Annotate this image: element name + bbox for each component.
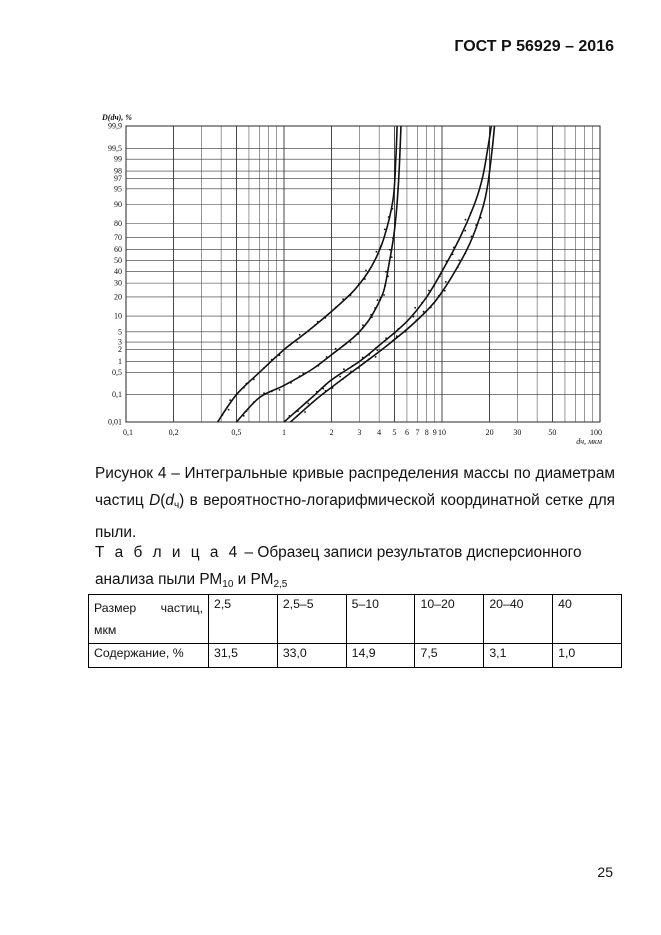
chart-svg [95, 106, 625, 452]
data-point [289, 344, 291, 346]
y-tick-label: 40 [114, 266, 122, 276]
data-point [296, 415, 298, 417]
data-point [384, 284, 386, 286]
data-point [380, 297, 382, 299]
data-point [375, 347, 377, 349]
data-point [421, 302, 423, 304]
data-point [296, 341, 298, 343]
data-point [304, 411, 306, 413]
x-tick-label: 4 [377, 428, 382, 437]
data-point [228, 409, 230, 411]
data-point [297, 410, 299, 412]
data-point [246, 383, 248, 385]
x-tick-label: 6 [404, 428, 409, 437]
table-cell: 5–10 [346, 595, 415, 644]
table-title-prefix: Т а б л и ц а 4 [95, 544, 241, 561]
data-point [319, 363, 321, 365]
data-point [370, 314, 372, 316]
data-point [392, 208, 394, 210]
data-point [263, 367, 265, 369]
data-point [458, 259, 460, 261]
data-point [271, 359, 273, 361]
data-point [342, 345, 344, 347]
x-axis-label: dч, мкм [576, 437, 602, 446]
data-point [452, 254, 454, 256]
data-point [221, 414, 223, 416]
data-point [358, 367, 360, 369]
data-point [246, 410, 248, 412]
x-tick-label: 7 [415, 428, 420, 437]
caption-paren-open: ( [160, 492, 166, 509]
data-point [375, 356, 377, 358]
x-tick-label: 9 [432, 428, 437, 437]
data-point [325, 317, 327, 319]
table-cell-label [89, 595, 209, 644]
data-point [243, 415, 245, 417]
x-tick-label: 0,5 [231, 428, 242, 437]
data-point [279, 354, 281, 356]
y-tick-label: 90 [114, 200, 122, 210]
table-row [89, 595, 622, 644]
data-point [405, 331, 407, 333]
row1-label-a: Размер [94, 601, 137, 615]
data-point [413, 316, 415, 318]
data-point [371, 317, 373, 319]
data-point [352, 365, 354, 367]
data-point [380, 245, 382, 247]
table-cell: 2,5 [209, 595, 278, 644]
table-cell: 1,0 [553, 644, 622, 668]
table-title-main: – Образец записи результатов дисперсионного анализа пыли РМ [95, 544, 582, 588]
data-point [350, 294, 352, 296]
data-point [335, 307, 337, 309]
series-line [236, 126, 401, 422]
y-tick-label: 10 [114, 311, 122, 321]
data-point [325, 390, 327, 392]
data-point [365, 270, 367, 272]
data-point [414, 307, 416, 309]
data-point [271, 391, 273, 393]
data-point [430, 307, 432, 309]
row1-label-b: частиц, [160, 601, 203, 615]
x-tick-label: 5 [392, 428, 397, 437]
data-point [342, 378, 344, 380]
data-point [335, 348, 337, 350]
results-table [88, 594, 622, 668]
data-point [465, 219, 467, 221]
caption-symbol-arg: d [165, 492, 174, 509]
row1-label-c: мкм [94, 623, 117, 637]
data-point [423, 311, 425, 313]
data-point [290, 382, 292, 384]
y-tick-label: 99 [114, 154, 122, 164]
data-point [358, 283, 360, 285]
data-point [299, 375, 301, 377]
data-point [446, 261, 448, 263]
table-cell: 40 [553, 595, 622, 644]
data-point [384, 229, 386, 231]
x-tick-label: 3 [357, 428, 362, 437]
x-tick-label: 1 [282, 428, 286, 437]
data-point [364, 278, 366, 280]
standard-code: ГОСТ Р 56929 – 2016 [454, 38, 614, 55]
figure-caption [95, 460, 615, 546]
plot-frame [126, 126, 600, 422]
data-point [307, 403, 309, 405]
data-point [263, 392, 265, 394]
y-tick-label: 1 [118, 356, 122, 366]
data-point [377, 349, 379, 351]
data-point [457, 266, 459, 268]
data-point [279, 389, 281, 391]
x-tick-label: 30 [513, 428, 522, 437]
data-point [253, 378, 255, 380]
y-tick-label: 20 [114, 292, 122, 302]
y-tick-label: 60 [114, 244, 122, 254]
y-tick-label: 95 [114, 184, 122, 194]
x-tick-label: 50 [548, 428, 557, 437]
data-point [438, 295, 440, 297]
x-tick-label: 20 [485, 428, 494, 437]
data-point [383, 294, 385, 296]
data-point [480, 217, 482, 219]
data-point [289, 415, 291, 417]
data-point [453, 247, 455, 249]
data-point [316, 391, 318, 393]
x-tick-label: 0,1 [123, 428, 133, 437]
data-point [376, 256, 378, 258]
data-point [416, 319, 418, 321]
data-point [394, 333, 396, 335]
y-axis-label: D(dч), % [102, 113, 132, 122]
data-point [322, 393, 324, 395]
data-point [398, 328, 400, 330]
data-point [350, 342, 352, 344]
y-tick-label: 99,9 [108, 121, 122, 131]
data-point [389, 249, 391, 251]
data-point [385, 271, 387, 273]
y-tick-label: 3 [118, 337, 122, 347]
data-point [324, 385, 326, 387]
data-point [317, 321, 319, 323]
table-cell: 10–20 [415, 595, 484, 644]
y-tick-label: 0,5 [112, 367, 122, 377]
data-point [339, 376, 341, 378]
data-point [243, 387, 245, 389]
caption-text-before: Рисунок 4 – Интегральные кривые распределения массы по диаметрам частиц [95, 465, 615, 509]
distribution-chart [95, 106, 625, 452]
table-title-sub2: 2,5 [273, 579, 288, 590]
data-point [377, 299, 379, 301]
data-point [471, 236, 473, 238]
table-row [89, 644, 622, 668]
data-point [253, 401, 255, 403]
y-tick-label: 5 [118, 327, 122, 337]
y-tick-label: 98 [114, 166, 122, 176]
table-title-sub1: 10 [222, 579, 234, 590]
series-line [291, 126, 495, 422]
data-point [306, 401, 308, 403]
y-tick-label: 2 [118, 345, 122, 355]
data-point [392, 237, 394, 239]
x-tick-label: 10 [438, 428, 446, 437]
data-point [392, 340, 394, 342]
data-point [229, 399, 231, 401]
y-tick-label: 30 [114, 278, 122, 288]
data-point [342, 298, 344, 300]
table-cell: 33,0 [277, 644, 346, 668]
data-point [444, 290, 446, 292]
data-point [299, 334, 301, 336]
series-line [218, 126, 398, 422]
data-point [322, 388, 324, 390]
y-tick-label: 70 [114, 233, 122, 243]
y-tick-label: 50 [114, 255, 122, 265]
data-point [362, 327, 364, 329]
x-tick-label: 2 [329, 428, 334, 437]
table-cell: 3,1 [484, 644, 553, 668]
table-cell: 14,9 [346, 644, 415, 668]
table-cell: 2,5–5 [277, 595, 346, 644]
caption-symbol-sub: ч [173, 500, 180, 511]
table-cell-label: Содержание, % [89, 644, 209, 668]
data-point [302, 373, 304, 375]
data-point [326, 356, 328, 358]
y-tick-label: 80 [114, 219, 122, 229]
data-point [388, 216, 390, 218]
x-tick-label: 0,2 [168, 428, 179, 437]
data-point [464, 253, 466, 255]
data-point [332, 387, 334, 389]
data-point [357, 333, 359, 335]
data-point [475, 224, 477, 226]
y-tick-label: 97 [114, 174, 122, 184]
page-number: 25 [597, 864, 613, 880]
y-tick-label: 99,5 [108, 143, 122, 153]
data-point [368, 354, 370, 356]
data-point [428, 290, 430, 292]
table-cell: 31,5 [209, 644, 278, 668]
data-point [470, 212, 472, 214]
data-point [385, 337, 387, 339]
table-title [95, 539, 615, 598]
data-point [387, 275, 389, 277]
data-point [368, 358, 370, 360]
data-point [318, 365, 320, 367]
data-point [464, 230, 466, 232]
data-point [391, 256, 393, 258]
data-point [445, 281, 447, 283]
data-point [396, 335, 398, 337]
data-point [362, 357, 364, 359]
caption-text-after: в вероятностно-логарифмической координатной сетке для пыли. [95, 492, 616, 541]
table-title-and: и РМ [233, 571, 274, 588]
data-point [376, 251, 378, 253]
table-cell: 7,5 [415, 644, 484, 668]
x-tick-label: 8 [424, 428, 429, 437]
data-point [343, 368, 345, 370]
y-tick-label: 0,01 [108, 417, 122, 427]
data-point [439, 275, 441, 277]
table-cell: 20–40 [484, 595, 553, 644]
data-point [314, 324, 316, 326]
data-point [374, 307, 376, 309]
caption-paren-close: ) [179, 492, 185, 509]
data-point [433, 285, 435, 287]
data-point [362, 324, 364, 326]
y-tick-label: 0,1 [112, 390, 122, 400]
caption-symbol: D [149, 492, 161, 509]
x-tick-label: 100 [590, 428, 602, 437]
data-point [350, 371, 352, 373]
